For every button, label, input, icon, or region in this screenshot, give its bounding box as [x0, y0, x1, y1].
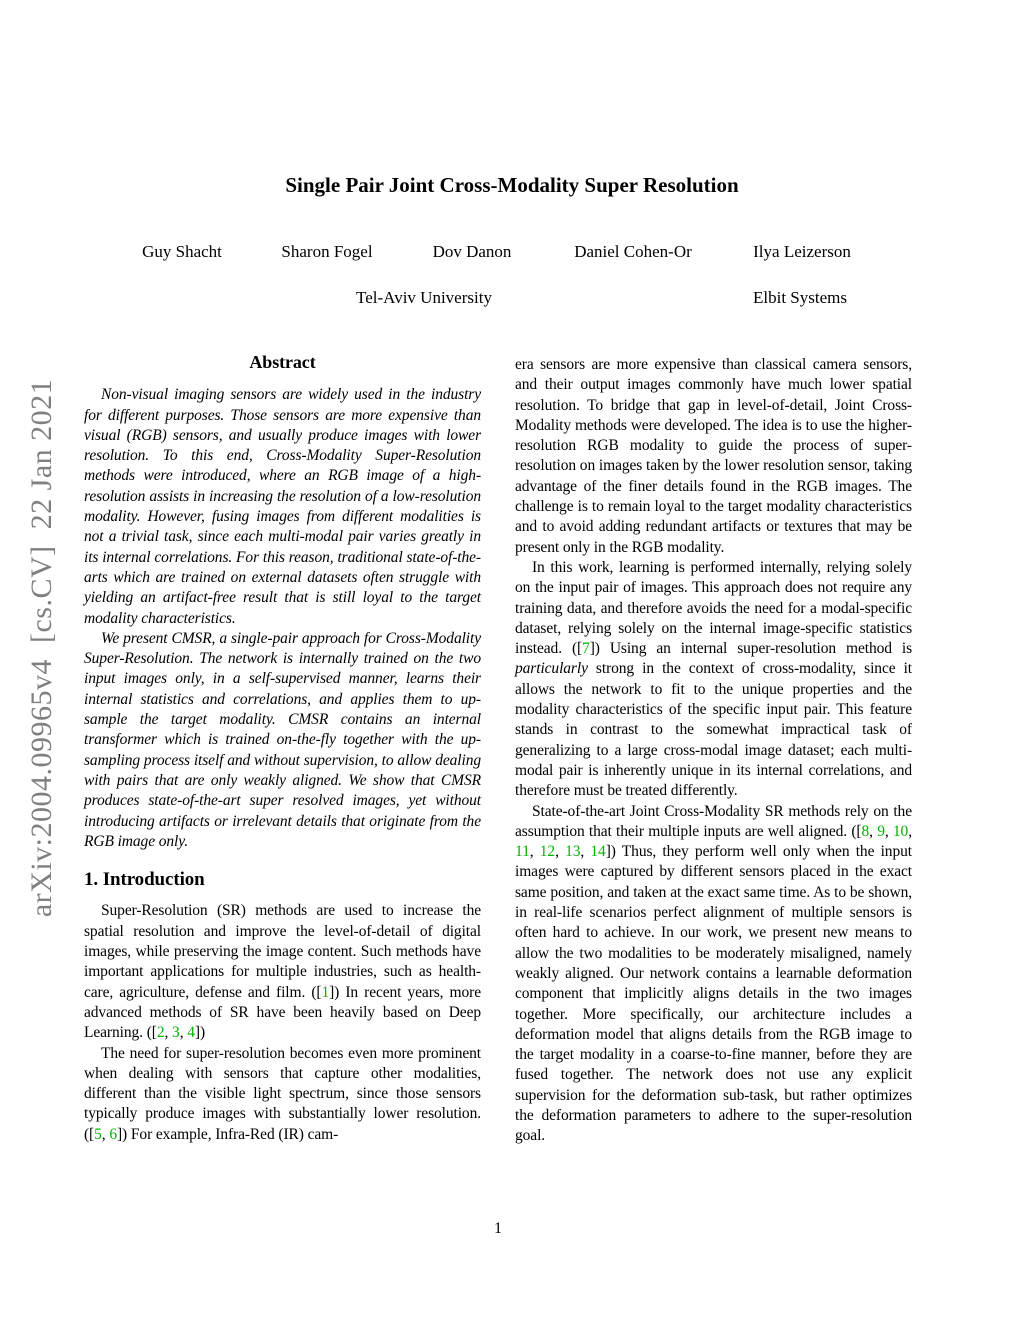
text-segment: , — [884, 822, 893, 840]
citation-ref[interactable]: 5 — [94, 1125, 102, 1143]
page-number: 1 — [494, 1220, 502, 1237]
text-segment: , — [179, 1024, 188, 1042]
citation-ref[interactable]: 11 — [515, 843, 530, 861]
text-segment: ]) For example, Infra-Red (IR) cam- — [117, 1125, 339, 1143]
citation-ref[interactable]: 14 — [590, 843, 606, 861]
citation-ref[interactable]: 3 — [172, 1024, 180, 1042]
author-name: Sharon Fogel — [281, 242, 373, 261]
affiliation-telaviv: Tel-Aviv University — [356, 288, 492, 307]
author-name: Ilya Leizerson — [753, 242, 851, 261]
abstract-heading: Abstract — [249, 352, 316, 372]
text-segment: ]) In recent years, more advanced methods of SR have been heavily based on Deep Learning. ([ — [84, 983, 481, 1042]
affiliation-elbit: Elbit Systems — [753, 288, 847, 307]
text-segment: strong in the context of cross-modality, since it allows the network to fit to the unique properties and the modality characteristics of the specific input pair. This feature stands in contrast to the somewhat impractical task of generalizing to a large cross-modal image dataset; each multi-modal pair is inherently unique in its internal correlations, and therefore must be treated differently. — [515, 660, 912, 800]
author-name: Daniel Cohen-Or — [574, 242, 692, 261]
text-segment: State-of-the-art Joint Cross-Modality SR methods rely on the assumption that their multiple inputs are well aligned. ([ — [515, 802, 912, 840]
text-segment: ]) — [194, 1024, 206, 1042]
text-segment: We present CMSR, a single-pair approach for Cross-Modality Super-Resolution. The network is internally trained on the two input images only, in a self-supervised manner, learns their internal statistics and correlations, and applies them to up-sample the target modality. CMSR contains an internal transformer which is trained on-the-fly together with the up-sampling process itself and without supervision, to allow dealing with pairs that are only weakly aligned. We show that CMSR produces state-of-the-art super resolved images, yet without introducing artifacts or irrelevant details that originate from the RGB image only. — [84, 629, 481, 850]
introduction-paragraph — [84, 1044, 481, 1145]
text-segment: , — [908, 822, 912, 840]
text-segment: , — [580, 843, 591, 861]
introduction-heading: 1. Introduction — [84, 869, 205, 891]
right-column — [515, 355, 912, 1147]
author-name: Dov Danon — [432, 242, 512, 261]
citation-ref[interactable]: 4 — [187, 1024, 195, 1042]
citation-ref[interactable]: 13 — [565, 843, 581, 861]
text-segment: Non-visual imaging sensors are widely used in the industry for different purposes. Those sensors are more expensive than visual (RGB) sensors, and usually produce images with lower resolution. To this end, Cross-Modality Super-Resolution methods were introduced, where an RGB image of a high-resolution assists in increasing the resolution of a low-resolution modality. However, fusing images from different modalities is not a trivial task, since each multi-modal pair varies greatly in its internal correlations. For this reason, traditional state-of-the-arts which are trained on external datasets often struggle with yielding an artifact-free result that is still loyal to the target modality characteristics. — [84, 386, 481, 627]
left-column — [84, 352, 481, 1145]
citation-ref[interactable]: 2 — [156, 1024, 165, 1042]
text-segment: Super-Resolution (SR) methods are used to increase the spatial resolution and improve the level-of-detail of digital images, while preserving the image content. Such methods have important applications for multiple industries, such as health-care, agriculture, defense and film. ([ — [84, 902, 481, 1001]
text-segment: , — [555, 843, 566, 861]
abstract-paragraph — [84, 629, 481, 852]
text-segment: era sensors are more expensive than classical camera sensors, and their output images commonly have much lower spatial resolution. To bridge that gap in level-of-detail, Joint Cross-Modality methods were developed. The idea is to use the higher-resolution RGB modality to guide the process of super-resolution on images taken by the lower resolution sensor, taking advantage of the finer details found in the RGB images. The challenge is to remain loyal to the target modality characteristics and to avoid adding redundant artifacts or textures that may be present only in the RGB modality. — [515, 356, 912, 556]
text-segment: , — [164, 1024, 173, 1042]
body-paragraph — [515, 558, 912, 802]
text-segment: particularly — [515, 660, 588, 678]
body-paragraph — [515, 802, 912, 1147]
citation-ref[interactable]: 12 — [539, 843, 556, 861]
citation-ref[interactable]: 6 — [109, 1125, 117, 1143]
citation-ref[interactable]: 8 — [861, 822, 870, 840]
text-segment: , — [869, 822, 878, 840]
text-segment: ]) Thus, they perform well only when the input images were captured by different sensors placed in the exact same position, and taken at the exact same time. As to be shown, in real-life scenarios perfect alignment of multiple sensors is often hard to achieve. In our work, we present new means to allow the two modalities to be moderately misaligned, namely weakly aligned. Our network contains a learnable deformation component that implicitly aligns details in the two images together. More specifically, our architecture includes a deformation model that aligns details from the RGB image to the target modality in a coarse-to-fine manner, before they are fused together. The network does not use any explicit supervision for the deformation sub-task, but rather optimizes the deformation parameters to adhere to the super-resolution goal. — [515, 843, 912, 1145]
body-paragraph — [515, 355, 912, 558]
abstract-paragraph — [84, 385, 481, 629]
citation-ref[interactable]: 1 — [321, 983, 330, 1001]
introduction-paragraph — [84, 901, 481, 1043]
citation-ref[interactable]: 7 — [582, 640, 590, 658]
text-segment: The need for super-resolution becomes even more prominent when dealing with sensors that capture other modalities, different than the visible light spectrum, since those sensors typically produce images with substantially lower resolution. ([ — [84, 1044, 481, 1143]
arxiv-stamp: arXiv:2004.09965v4 [cs.CV] 22 Jan 2021 — [25, 378, 58, 918]
text-segment: , — [529, 843, 540, 861]
citation-ref[interactable]: 9 — [877, 822, 885, 840]
text-segment: , — [101, 1125, 110, 1143]
author-name: Guy Shacht — [142, 242, 222, 261]
paper-title: Single Pair Joint Cross-Modality Super Resolution — [285, 173, 739, 197]
text-segment: In this work, learning is performed internally, relying solely on the input pair of images. This approach does not require any training data, and therefore avoids the need for a modal-specific dataset, relying solely on the internal image-specific statistics instead. ([ — [515, 558, 912, 658]
text-segment: ]) Using an internal super-resolution method is — [589, 640, 912, 658]
citation-ref[interactable]: 10 — [892, 822, 909, 840]
